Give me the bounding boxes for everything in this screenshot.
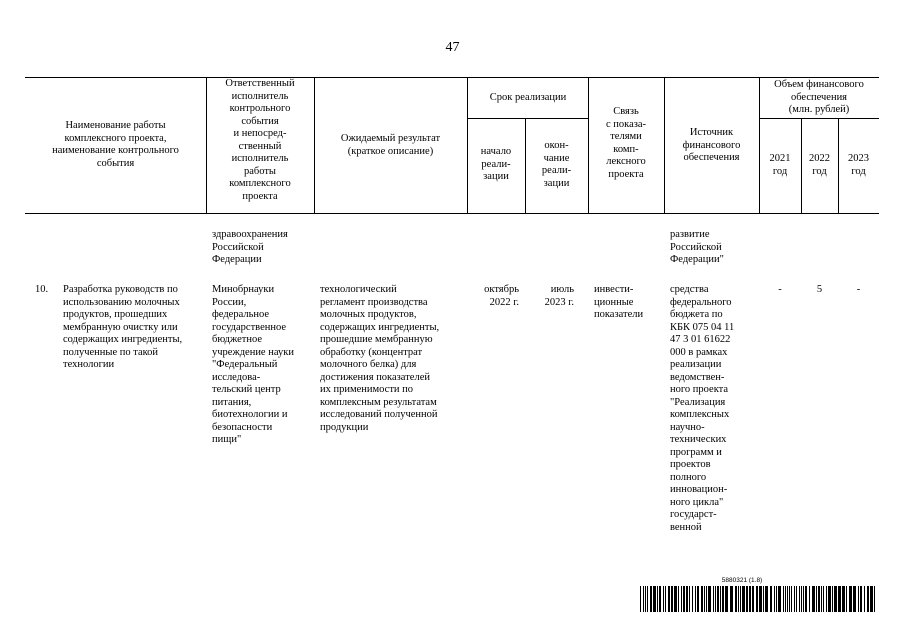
barcode-bar — [735, 586, 737, 612]
barcode-bar — [740, 586, 741, 612]
header-line: Источник — [689, 127, 734, 138]
header-line: финансового — [682, 139, 741, 151]
text-line: государст- — [670, 509, 717, 520]
barcode-bar — [665, 586, 666, 612]
barcode-bar — [689, 586, 690, 612]
barcode-bar — [783, 586, 784, 612]
header-line: Связь — [613, 106, 639, 117]
barcode-bar — [704, 586, 705, 612]
barcode-bar — [763, 586, 764, 612]
barcode-bar — [749, 586, 751, 612]
barcode-bar — [742, 586, 745, 612]
barcode-bar — [713, 586, 714, 612]
barcode-bar — [776, 586, 777, 612]
text-line: венной — [670, 521, 702, 533]
barcode-bar — [853, 586, 856, 612]
header-line: Ожидаемый результат — [340, 133, 441, 144]
header-line: 2021 — [769, 153, 791, 164]
text-line: проектов — [670, 459, 711, 470]
header-top-rule — [25, 77, 879, 78]
text-line: инвести- — [594, 284, 634, 295]
header-line: проекта — [608, 168, 644, 180]
page-number: 47 — [445, 40, 460, 55]
header-line: и непосред- — [233, 128, 287, 139]
text-line: 2022 г. — [489, 296, 519, 308]
barcode-bar — [640, 586, 641, 612]
header-line: зации — [543, 177, 570, 189]
header-line: реали- — [541, 165, 572, 176]
barcode-bar — [864, 586, 865, 612]
text-line: июль — [550, 284, 574, 295]
text-line: Федерации" — [670, 254, 724, 265]
barcode-bar — [785, 586, 786, 612]
barcode-bar — [697, 586, 699, 612]
row-result — [320, 284, 439, 434]
barcode-bar — [801, 586, 802, 612]
text-line: молочных продуктов, — [320, 309, 417, 320]
barcode-bar — [659, 586, 661, 612]
header-executor — [206, 78, 314, 203]
text-line: КБК 075 04 11 — [670, 321, 735, 333]
barcode-bar — [708, 586, 711, 612]
text-line: "Реализация — [670, 396, 726, 408]
row-link — [594, 284, 643, 322]
text-line: продуктов, прошедших — [63, 309, 168, 320]
barcode-bar — [653, 586, 656, 612]
text-line: учреждение науки — [212, 346, 294, 358]
text-line: их применимости по — [320, 384, 414, 395]
text-line: содержащих ингредиенты, — [320, 321, 440, 333]
header-name — [25, 120, 206, 170]
header-line: 2023 — [848, 153, 869, 164]
text-line: федерального — [670, 296, 732, 308]
barcode-bar — [759, 586, 762, 612]
header-year-2023 — [838, 153, 879, 178]
header-line: контрольного — [229, 103, 291, 114]
text-line: тельский центр — [212, 384, 281, 395]
row-name — [63, 284, 182, 372]
text-line: развитие — [670, 229, 710, 240]
barcode-bar — [778, 586, 781, 612]
header-line: (млн. рублей) — [788, 104, 850, 115]
continuation-source — [670, 229, 724, 267]
barcode-bar — [643, 586, 644, 612]
text-line: обработку (концентрат — [320, 346, 423, 358]
row-2023: - — [856, 284, 861, 295]
barcode-label: 5880321 (1.8) — [721, 577, 763, 584]
text-line: комплексных — [670, 409, 730, 420]
text-line: технологический — [320, 284, 397, 295]
text-line: биотехнологии и — [212, 409, 288, 420]
text-line: достижения показателей — [320, 371, 430, 383]
header-line: события — [96, 157, 135, 169]
text-line: бюджетное — [212, 334, 263, 345]
text-line: ционные — [594, 296, 634, 308]
barcode-bar — [860, 586, 862, 612]
barcode-bar — [725, 586, 728, 612]
header-year-2021 — [759, 153, 801, 178]
header-line: 2022 — [809, 153, 830, 164]
text-line: 47 3 01 61622 — [670, 334, 731, 345]
text-line: государственное — [212, 321, 287, 333]
header-line: год — [772, 165, 788, 177]
barcode-bar — [823, 586, 824, 612]
text-line: Минобрнауки — [212, 284, 275, 295]
text-line: исследова- — [212, 371, 261, 383]
header-line: с показа- — [605, 118, 647, 130]
header-line: обеспечения — [683, 152, 740, 163]
row-2021: - — [778, 284, 782, 295]
barcode-bar — [746, 586, 748, 612]
header-line: (краткое описание) — [347, 145, 434, 157]
barcode-bar — [849, 586, 852, 612]
header-link — [588, 106, 664, 181]
header-line: чание — [543, 152, 570, 164]
header-term-start — [467, 146, 525, 184]
barcode-bar — [821, 586, 822, 612]
header-line: исполнитель — [231, 153, 289, 164]
barcode-bar — [720, 586, 721, 612]
barcode-bar — [683, 586, 685, 612]
barcode-bar — [681, 586, 682, 612]
header-line: работы — [243, 165, 276, 177]
barcode-bar — [796, 586, 797, 612]
text-line: полученные по такой — [63, 346, 159, 358]
header-line: телями — [610, 131, 642, 142]
text-line: научно- — [670, 421, 705, 433]
barcode-bar — [803, 586, 804, 612]
barcode-bar — [805, 586, 807, 612]
row-executor — [212, 284, 294, 447]
text-line: "Федеральный — [212, 359, 278, 370]
header-line: комплексного — [229, 178, 291, 189]
barcode-bar — [722, 586, 724, 612]
text-line: регламент производства — [320, 296, 428, 308]
row-2022: 5 — [816, 284, 823, 295]
barcode — [640, 586, 878, 612]
text-line: инновацион- — [670, 484, 728, 495]
barcode-bar — [867, 586, 869, 612]
barcode-bar — [717, 586, 719, 612]
text-line: 000 в рамках — [670, 346, 728, 358]
text-line: федеральное — [212, 309, 270, 320]
text-line: исследований полученной — [320, 409, 438, 420]
barcode-bar — [645, 586, 646, 612]
barcode-bar — [738, 586, 739, 612]
text-line: Российской — [670, 241, 722, 253]
text-line: мембранную очистку или — [63, 321, 178, 333]
text-line: комплексным результатам — [320, 396, 437, 408]
header-line: обеспечения — [790, 91, 848, 103]
barcode-bar — [695, 586, 696, 612]
header-line: комплексного проекта, — [64, 132, 167, 144]
barcode-bar — [834, 586, 837, 612]
header-result — [314, 133, 467, 158]
header-line: год — [851, 165, 866, 177]
header-line: проекта — [242, 190, 278, 202]
header-line: комп- — [613, 143, 639, 155]
text-line: Разработка руководств по — [63, 284, 178, 295]
barcode-bar — [706, 586, 707, 612]
text-line: 2023 г. — [544, 296, 574, 308]
barcode-bar — [657, 586, 658, 612]
text-line: показатели — [594, 309, 644, 320]
text-line: полного — [670, 471, 707, 483]
header-line: Наименование работы — [65, 120, 166, 131]
header-bottom-rule — [25, 213, 879, 214]
barcode-bar — [812, 586, 815, 612]
text-line: молочного белка) для — [320, 359, 417, 370]
barcode-bar — [799, 586, 800, 612]
header-line: окон- — [544, 140, 569, 151]
header-line: Ответственный — [225, 78, 295, 89]
text-line: технических — [670, 434, 727, 445]
barcode-bar — [650, 586, 652, 612]
barcode-bar — [756, 586, 758, 612]
barcode-bar — [794, 586, 795, 612]
barcode-bar — [809, 586, 810, 612]
barcode-bar — [842, 586, 845, 612]
barcode-bar — [647, 586, 648, 612]
header-source — [664, 127, 759, 165]
text-line: безопасности — [212, 421, 273, 433]
header-line: наименование контрольного — [52, 145, 179, 156]
barcode-bar — [789, 586, 790, 612]
text-line: реализации — [670, 359, 722, 370]
text-line: ного цикла" — [670, 496, 724, 508]
row-end — [525, 284, 574, 309]
header-year-2022 — [801, 153, 838, 178]
barcode-bar — [787, 586, 788, 612]
barcode-bar — [838, 586, 841, 612]
text-line: Российской — [212, 241, 264, 253]
header-line: начало — [480, 146, 512, 157]
barcode-bar — [818, 586, 820, 612]
barcode-bar — [826, 586, 827, 612]
header-line: реали- — [481, 158, 511, 170]
header-line: исполнитель — [231, 90, 289, 102]
text-line: ведомствен- — [670, 371, 725, 383]
barcode-bar — [686, 586, 688, 612]
text-line: прошедшие мембранную — [320, 334, 433, 345]
text-line: продукции — [320, 421, 369, 433]
barcode-bar — [770, 586, 772, 612]
text-line: здравоохранения — [212, 229, 288, 240]
header-line: ственный — [238, 140, 282, 152]
barcode-bar — [663, 586, 664, 612]
text-line: пищи" — [212, 434, 242, 445]
row-start — [467, 284, 519, 309]
text-line: Федерации — [212, 254, 262, 265]
barcode-bar — [816, 586, 817, 612]
header-line: зации — [483, 171, 509, 182]
barcode-bar — [870, 586, 873, 612]
volume-subrule — [759, 118, 879, 119]
barcode-bar — [858, 586, 859, 612]
barcode-bar — [715, 586, 716, 612]
barcode-bar — [828, 586, 831, 612]
header-line: год — [812, 165, 827, 177]
barcode-bar — [668, 586, 670, 612]
continuation-executor — [212, 229, 288, 267]
text-line: содержащих ингредиенты, — [63, 334, 183, 345]
header-line: события — [241, 115, 279, 127]
barcode-bar — [671, 586, 673, 612]
text-line: питания, — [212, 396, 252, 408]
header-line: лексного — [606, 156, 646, 167]
text-line: октябрь — [484, 284, 519, 295]
barcode-bar — [692, 586, 693, 612]
text-line: ного проекта — [670, 384, 729, 395]
text-line: использованию молочных — [63, 296, 180, 308]
text-line: программ и — [670, 446, 722, 458]
barcode-bar — [765, 586, 768, 612]
barcode-bar — [678, 586, 679, 612]
barcode-bar — [874, 586, 875, 612]
row-number: 10. — [35, 284, 49, 295]
text-line: средства — [670, 284, 709, 295]
header-line: Объем финансового — [774, 79, 864, 90]
header-term: Срок реализации — [489, 92, 567, 103]
term-subrule — [467, 118, 589, 119]
barcode-bar — [701, 586, 703, 612]
barcode-bar — [832, 586, 833, 612]
barcode-bar — [774, 586, 775, 612]
text-line: России, — [212, 296, 247, 308]
barcode-bar — [791, 586, 792, 612]
barcode-bar — [674, 586, 677, 612]
row-source — [670, 284, 734, 534]
barcode-bar — [730, 586, 733, 612]
header-volume — [759, 79, 879, 117]
barcode-bar — [846, 586, 847, 612]
text-line: бюджета по — [670, 309, 723, 320]
header-term-end — [525, 140, 588, 190]
text-line: технологии — [63, 359, 115, 370]
barcode-bar — [752, 586, 754, 612]
